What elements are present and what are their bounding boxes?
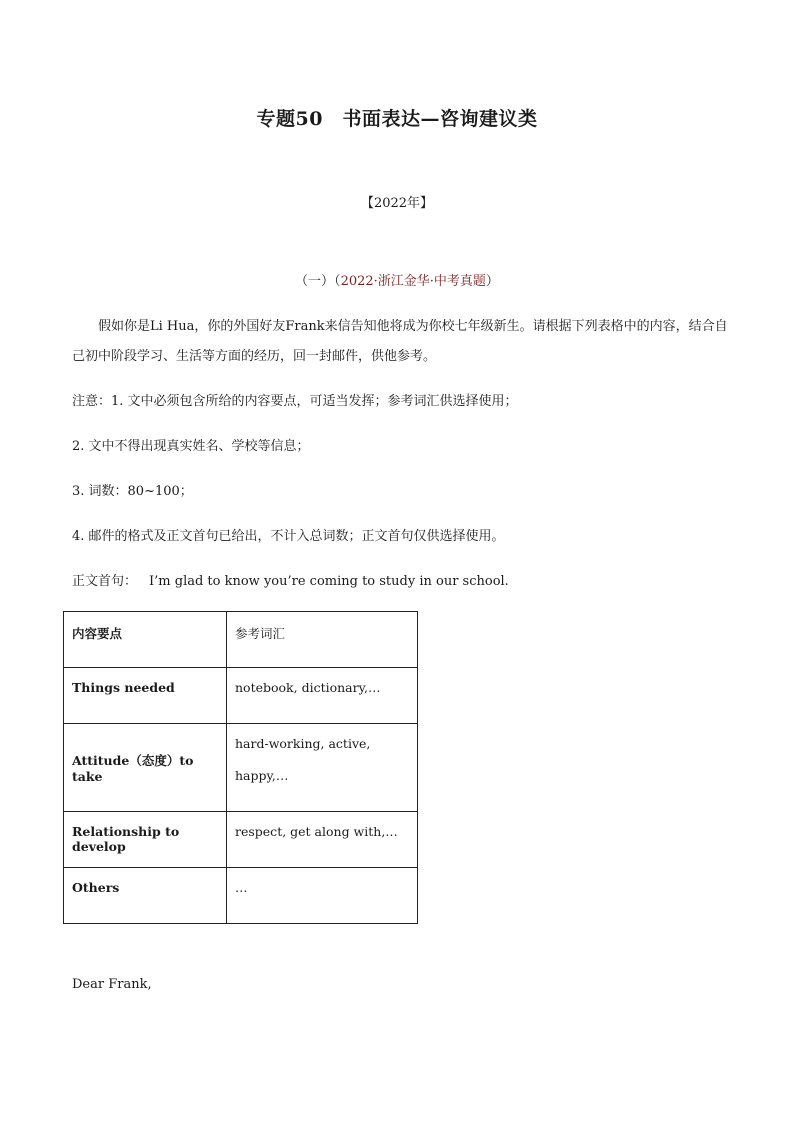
table-row bbox=[64, 668, 418, 724]
row-point: Relationship to develop bbox=[64, 812, 227, 868]
table-row bbox=[64, 812, 418, 868]
note-2: 2. 文中不得出现真实姓名、学校等信息； bbox=[72, 439, 310, 454]
note-1: 注意：1. 文中必须包含所给的内容要点，可适当发挥；参考词汇供选择使用； bbox=[72, 394, 518, 409]
note-4: 4. 邮件的格式及正文首句已给出，不计入总词数；正文首句仅供选择使用。 bbox=[72, 529, 505, 544]
reference-table bbox=[63, 611, 418, 924]
row-words bbox=[227, 724, 418, 812]
subtitle-source: 2022·浙江金华·中考真题 bbox=[340, 274, 486, 289]
table-row bbox=[64, 724, 418, 812]
subtitle-prefix: （一）（ bbox=[295, 274, 341, 289]
page-title: 专题50 书面表达—咨询建议类 bbox=[256, 108, 538, 130]
task-intro: 假如你是Li Hua，你的外国好友Frank来信告知他将成为你校七年级新生。请根据下列表格中的内容，结合自己初中阶段学习、生活等方面的经历，回一封邮件，供他参考。 bbox=[72, 319, 728, 364]
year-label: 【2022年】 bbox=[360, 196, 434, 211]
header-content-points: 内容要点 bbox=[64, 612, 227, 668]
header-reference-words: 参考词汇 bbox=[227, 612, 418, 668]
table-row bbox=[64, 868, 418, 924]
row-point: Things needed bbox=[64, 668, 227, 724]
note-3: 3. 词数：80~100； bbox=[72, 484, 193, 499]
row-words-line: hard-working, active, bbox=[235, 736, 371, 751]
opening-sentence bbox=[72, 567, 740, 597]
row-point: Attitude（态度）to take bbox=[64, 724, 227, 812]
row-words: notebook, dictionary,… bbox=[227, 668, 418, 724]
opening-label: 正文首句： bbox=[72, 574, 138, 589]
opening-text: I’m glad to know you’re coming to study in our school. bbox=[149, 574, 509, 589]
letter-salutation: Dear Frank, bbox=[72, 977, 152, 992]
table-header-row bbox=[64, 612, 418, 668]
row-point: Others bbox=[64, 868, 227, 924]
question-subtitle bbox=[0, 270, 794, 289]
row-words-line: happy,… bbox=[235, 768, 289, 783]
subtitle-suffix: ） bbox=[485, 274, 499, 289]
row-words: … bbox=[227, 868, 418, 924]
row-words: respect, get along with,… bbox=[227, 812, 418, 868]
